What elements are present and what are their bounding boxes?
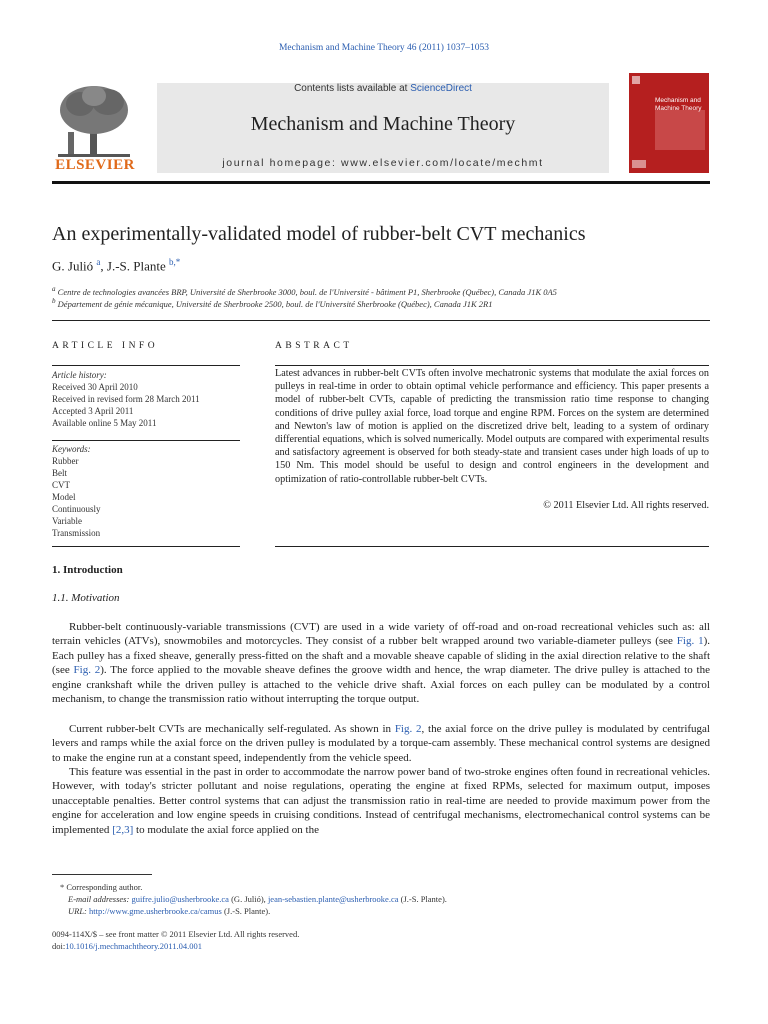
fig2-link[interactable]: Fig. 2 — [394, 723, 422, 735]
p3-text-a: This feature was essential in the past in order to accommodate the narrow power band of two-stroke engines often found in recreational vehicles. However, with today's stricter pollutant and noise regulations, operating the engine at fixed RPMs, selected for maximum output, imposes unacceptable penalties. Better control systems that can adjust the transmission ratio in real-time are needed to provide maximum power from the engine for acceleration and low engine speeds in cruising conditions. Instead of centrifugal mechanisms, electromechanical control systems can be implemented — [52, 766, 710, 836]
doi-label: doi: — [52, 941, 66, 951]
footnote-rule — [52, 874, 152, 875]
fig1-link[interactable]: Fig. 1 — [676, 635, 704, 648]
author-1-affil[interactable]: a — [96, 257, 101, 267]
author-2: J.-S. Plante — [106, 258, 166, 274]
subsection-heading: 1.1. Motivation — [52, 592, 120, 604]
elsevier-wordmark: ELSEVIER — [55, 157, 135, 173]
homepage-prefix: journal homepage: — [222, 157, 342, 169]
email-footnote — [68, 893, 447, 905]
article-history — [52, 369, 240, 429]
corresponding-author-note: * Corresponding author. — [60, 882, 143, 892]
article-title: An experimentally-validated model of rubber-belt CVT mechanics — [52, 223, 586, 245]
email-label: E-mail addresses: — [68, 894, 132, 904]
contents-line — [157, 83, 609, 94]
p3-text-b: to modulate the axial force applied on the — [133, 823, 319, 836]
p2-text-a: Current rubber-belt CVTs are mechanically self-regulated. As shown in — [69, 723, 395, 735]
paragraph-1 — [52, 620, 710, 706]
keyword: Belt — [52, 468, 67, 478]
p1-text-a: Rubber-belt continuously-variable transmissions (CVT) are used in a wide variety of off-road and on-road recreational vehicles such as: all terrain vehicles (ATVs), snowmobiles and motorcycles. They consist of a rubber belt wrapped around two variable-diameter pulleys (see — [52, 621, 710, 648]
abstract-text: Latest advances in rubber-belt CVTs often involve mechatronic systems that modulate the axial forces on pulleys in real-time in order to obtain optimal vehicle performance and efficiency. This paper presents a model of rubber-belt CVTs, capable of predicting the transmission ratio time response to changing conditions of drive pulley axial force, load torque and engine RPM. Forces on the system are determined and Newton's law of motion is applied on the discretized drive belt, leading to a system of ordinary differential equations, which is solved numerically. Model outputs are compared with experimental results and satisfactory agreement is observed for both steady-state and transient cases under high loads of up to 150 Nm. This model should be useful to design and control engineers in the development and optimization of ratio-controllable rubber-belt CVTs. — [275, 368, 709, 485]
keywords-label: Keywords: — [52, 444, 91, 454]
elsevier-tree-logo — [52, 82, 136, 162]
keywords-list — [52, 443, 240, 539]
email-2-owner: (J.-S. Plante). — [398, 894, 447, 904]
affiliation-a-text: Centre de technologies avancées BRP, Université de Sherbrooke 3000, boul. de l'Université - bâtiment P1, Sherbrooke (Québec), Canada J1K 0A5 — [57, 286, 557, 297]
email-link-1[interactable]: guifre.julio@usherbrooke.ca — [131, 894, 229, 904]
affiliation-a-marker: a — [52, 285, 56, 293]
history-received: Received 30 April 2010 — [52, 382, 138, 392]
cover-logo — [632, 160, 646, 168]
front-matter-note: 0094-114X/$ – see front matter © 2011 Elsevier Ltd. All rights reserved. — [52, 929, 300, 939]
homepage-url[interactable]: www.elsevier.com/locate/mechmt — [341, 157, 544, 169]
journal-homepage — [157, 157, 609, 169]
abstract-heading: ABSTRACT — [275, 341, 353, 351]
paragraph-3 — [52, 765, 710, 837]
abstract-bottom-rule — [275, 546, 709, 547]
keywords-rule — [52, 440, 240, 441]
affiliation-b — [52, 297, 492, 309]
contents-prefix: Contents lists available at — [294, 83, 411, 94]
keyword: Model — [52, 492, 76, 502]
keyword: Transmission — [52, 528, 101, 538]
journal-citation[interactable]: Mechanism and Machine Theory 46 (2011) 1037–1053 — [278, 43, 489, 53]
homepage-link[interactable]: http://www.gme.usherbrooke.ca/camus — [89, 906, 222, 916]
journal-title: Mechanism and Machine Theory — [250, 113, 516, 135]
history-accepted: Accepted 3 April 2011 — [52, 406, 134, 416]
section-heading: 1. Introduction — [52, 564, 123, 576]
sciencedirect-link[interactable]: ScienceDirect — [410, 83, 472, 94]
author-1: G. Julió — [52, 258, 94, 274]
reference-link[interactable]: [2,3] — [112, 823, 134, 836]
cover-title: Mechanism and Machine Theory — [655, 97, 702, 112]
email-1-owner: (G. Julió), — [228, 894, 268, 904]
author-list — [52, 257, 180, 274]
cover-decoration — [632, 76, 640, 84]
url-label: URL: — [68, 906, 90, 916]
history-label: Article history: — [52, 370, 107, 380]
affiliation-a — [52, 285, 557, 297]
article-info-bottom-rule — [52, 546, 240, 547]
abstract-copyright: © 2011 Elsevier Ltd. All rights reserved. — [543, 500, 709, 511]
keyword: CVT — [52, 480, 70, 490]
author-2-affil[interactable]: b,* — [169, 257, 181, 267]
keyword: Continuously — [52, 504, 101, 514]
email-link-2[interactable]: jean-sebastien.plante@usherbrooke.ca — [267, 894, 399, 904]
url-footnote — [68, 905, 270, 917]
history-revised: Received in revised form 28 March 2011 — [52, 394, 200, 404]
affiliation-b-text: Département de génie mécanique, Université de Sherbrooke 2500, boul. de l'Université Sherbrooke (Québec), Canada J1K 2R1 — [57, 298, 493, 309]
history-online: Available online 5 May 2011 — [52, 418, 157, 428]
article-info-heading: ARTICLE INFO — [52, 341, 159, 351]
paragraph-2 — [52, 722, 710, 765]
p2-text-b: , the axial force on the drive pulley is modulated by centrifugal levers and ramps while the axial force on the driven pulley is modulated by a torque-cam assembly. These mechanical control systems are designed to make the engine run at a constant speed, independently from the vehicle speed. — [52, 723, 710, 764]
p1-text-b: ). Each pulley has a fixed sheave, generally press-fitted on the shaft and a movable sheave capable of sliding in the axial direction relative to the shaft (see — [52, 635, 710, 677]
article-info-rule — [52, 365, 240, 366]
url-owner: (J.-S. Plante). — [221, 906, 271, 916]
keyword: Rubber — [52, 456, 79, 466]
doi-link[interactable]: 10.1016/j.mechmachtheory.2011.04.001 — [65, 941, 202, 951]
section-divider — [52, 320, 710, 321]
doi-line — [52, 940, 202, 952]
p1-text-c: ). The force applied to the movable sheave defines the groove width and hence, the wrap diameter. The drive pulley is attached to the engine crankshaft while the driven pulley is attached to the vehicle drive shaft. Axial forces on each pulley can be modulated by a control mechanism, to change the transmission ratio without interrupting the torque output. — [52, 664, 710, 706]
affiliation-b-marker: b — [52, 297, 56, 305]
abstract-rule — [275, 365, 709, 366]
keyword: Variable — [52, 516, 82, 526]
cover-photo — [655, 110, 705, 150]
fig2-link[interactable]: Fig. 2 — [73, 664, 101, 677]
header-rule — [52, 181, 710, 184]
author-separator: , — [100, 258, 107, 274]
